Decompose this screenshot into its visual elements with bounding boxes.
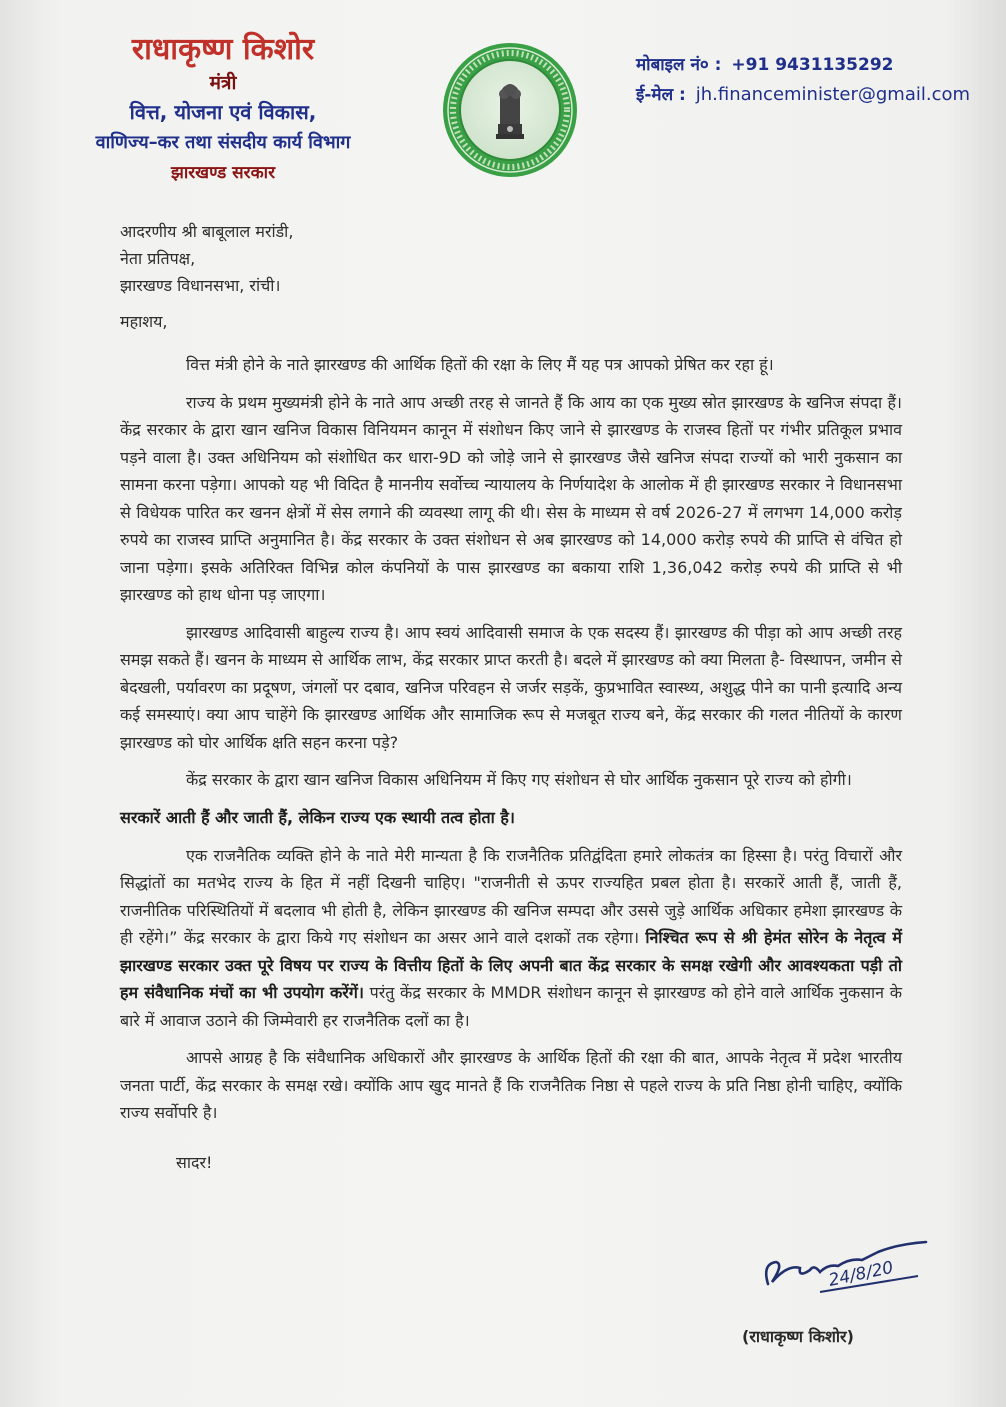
mobile-row xyxy=(636,50,996,80)
paragraph-5-text-c: परंतु केंद्र सरकार के MMDR संशोधन कानून से झारखण्ड को होने वाले आर्थिक नुकसान के बारे में आवाज उठाने की जिम्मेवारी हर राजनैतिक दलों का है। xyxy=(120,983,903,1030)
paragraph-5 xyxy=(120,842,902,1035)
government-name: झारखण्ड सरकार xyxy=(170,163,276,183)
email-label: ई-मेल : xyxy=(636,85,686,105)
email-address: jh.financeminister@gmail.com xyxy=(695,84,971,105)
letter-body xyxy=(120,218,902,1177)
department-line-2: वाणिज्य–कर तथा संसदीय कार्य विभाग xyxy=(95,132,351,153)
paragraph-1: वित्त मंत्री होने के नाते झारखण्ड की आर्थिक हितों की रक्षा के लिए मैं यह पत्र आपको प्रेषित कर रहा हूं। xyxy=(186,355,774,374)
svg-text:24/8/20: 24/8/20 xyxy=(826,1257,896,1291)
department-line-1: वित्त, योजना एवं विकास, xyxy=(129,100,317,124)
paragraph-4: केंद्र सरकार के द्वारा खान खनिज विकास अधिनियम में किए गए संशोधन से घोर आर्थिक नुकसान पूरे राज्य को होगी। xyxy=(186,770,852,789)
letterhead-left xyxy=(38,30,408,188)
paragraph-5-bold-text: निश्चित रूप से श्री हेमंत सोरेन के नेतृत्व में झारखण्ड सरकार उक्त पूरे विषय पर राज्य के वित्तीय हितों के लिए अपनी बात केंद्र सरकार के समक्ष रखेगी और आवश्यकता पड़ी तो हम संवैधानिक मंचों का भी उपयोग करेंगें। xyxy=(120,928,902,1002)
recipient-line-1: आदरणीय श्री बाबूलाल मरांडी, xyxy=(120,222,294,241)
highlight-statement: सरकारें आती हैं और जाती हैं, लेकिन राज्य एक स्थायी तत्व होता है। xyxy=(120,807,515,827)
signer-name: (राधाकृष्ण किशोर) xyxy=(742,1327,854,1346)
minister-title: मंत्री xyxy=(209,72,237,94)
state-emblem-seal-icon xyxy=(440,40,580,180)
recipient-line-3: झारखण्ड विधानसभा, रांची। xyxy=(120,276,281,295)
paragraph-3: झारखण्ड आदिवासी बाहुल्य राज्य है। आप स्वयं आदिवासी समाज के एक सदस्य हैं। झारखण्ड की पीड़ा को आप अच्छी तरह समझ सकते हैं। खनन के माध्यम से आर्थिक लाभ, केंद्र सरकार प्राप्त करती है। बदले में झारखण्ड को क्या मिलता है- विस्थापन, जमीन से बेदखली, पर्यावरण का प्रदूषण, जंगलों पर दबाव, खनिज परिवहन से जर्जर सड़कें, कुप्रभावित स्वास्थ्य, अशुद्ध पीने का पानी इत्यादि अन्य कई समस्याएं। क्या आप चाहेंगे कि झारखण्ड आर्थिक और सामाजिक रूप से मजबूत राज्य बने, केंद्र सरकार की गलत नीतियों के कारण झारखण्ड को घोर आर्थिक क्षति सहन करना पड़े? xyxy=(120,622,902,752)
letterhead-contact xyxy=(636,50,996,110)
minister-name: राधाकृष्ण किशोर xyxy=(131,32,315,67)
paragraph-6: आपसे आग्रह है कि संवैधानिक अधिकारों और झारखण्ड के आर्थिक हितों की रक्षा की बात, आपके नेतृत्व में प्रदेश भारतीय जनता पार्टी, केंद्र सरकार के समक्ष रखे। क्योंकि आप खुद मानते हैं कि राजनैतिक निष्ठा से पहले राज्य के प्रति निष्ठा होनी चाहिए, क्योंकि राज्य सर्वोपरि है। xyxy=(120,1048,902,1122)
handwritten-signature xyxy=(758,1234,938,1314)
recipient-line-2: नेता प्रतिपक्ष, xyxy=(120,249,196,268)
closing: सादर! xyxy=(176,1152,213,1172)
salutation: महाशय, xyxy=(120,312,168,331)
mobile-label: मोबाइल नं० : xyxy=(636,55,722,75)
mobile-number: +91 9431135292 xyxy=(731,55,894,75)
paragraph-2: राज्य के प्रथम मुख्यमंत्री होने के नाते आप अच्छी तरह से जानते हैं कि आय का एक मुख्य स्रोत झारखण्ड के खनिज संपदा हैं। केंद्र सरकार के द्वारा खान खनिज विकास विनियमन कानून में संशोधन किए जाने से झारखण्ड के राजस्व हितों पर गंभीर प्रतिकूल प्रभाव पड़ने वाला है। उक्त अधिनियम को संशोधित कर धारा-9D को जोड़े जाने से झारखण्ड जैसे खनिज संपदा राज्यों को भारी नुकसान का सामना करना पड़ेगा। आपको यह भी विदित है माननीय सर्वोच्च न्यायालय के निर्णयादेश के आलोक में ही झारखण्ड सरकार ने विधानसभा से विधेयक पारित कर खनन क्षेत्रों में सेस लगाने की व्यवस्था लागू की थी। सेस के माध्यम से वर्ष 2026-27 में लगभग 14,000 करोड़ रुपये का राजस्व प्राप्ति अनुमानित है। केंद्र सरकार के उक्त संशोधन से अब झारखण्ड को 14,000 करोड़ रुपये की प्राप्ति से वंचित हो जाना पड़ेगा। इसके अतिरिक्त विभिन्न कोल कंपनियों के पास झारखण्ड का बकाया राशि 1,36,042 करोड़ रुपये की प्राप्ति से भी झारखण्ड को हाथ धोना पड़ जाएगा। xyxy=(120,392,902,604)
paragraph-5-text-a: एक राजनैतिक व्यक्ति होने के नाते मेरी मान्यता है कि राजनैतिक प्रतिद्वंदिता हमारे लोकतंत्र का हिस्सा है। परंतु विचारों और सिद्धांतों का मतभेद राज्य के हित में नहीं दिखनी चाहिए। "राजनीती से ऊपर राज्यहित प्रबल होता है। सरकारें आती हैं, जाती हैं, राजनीतिक परिस्थितियों में बदलाव भी होती है, लेकिन झारखण्ड की खनिज सम्पदा और उससे जुड़े आर्थिक अधिकार हमेशा झारखण्ड के ही रहेंगे।” केंद्र सरकार के द्वारा किये गए संशोधन का असर आने वाले दशकों तक रहेगा। xyxy=(120,845,902,947)
email-row xyxy=(636,80,996,110)
